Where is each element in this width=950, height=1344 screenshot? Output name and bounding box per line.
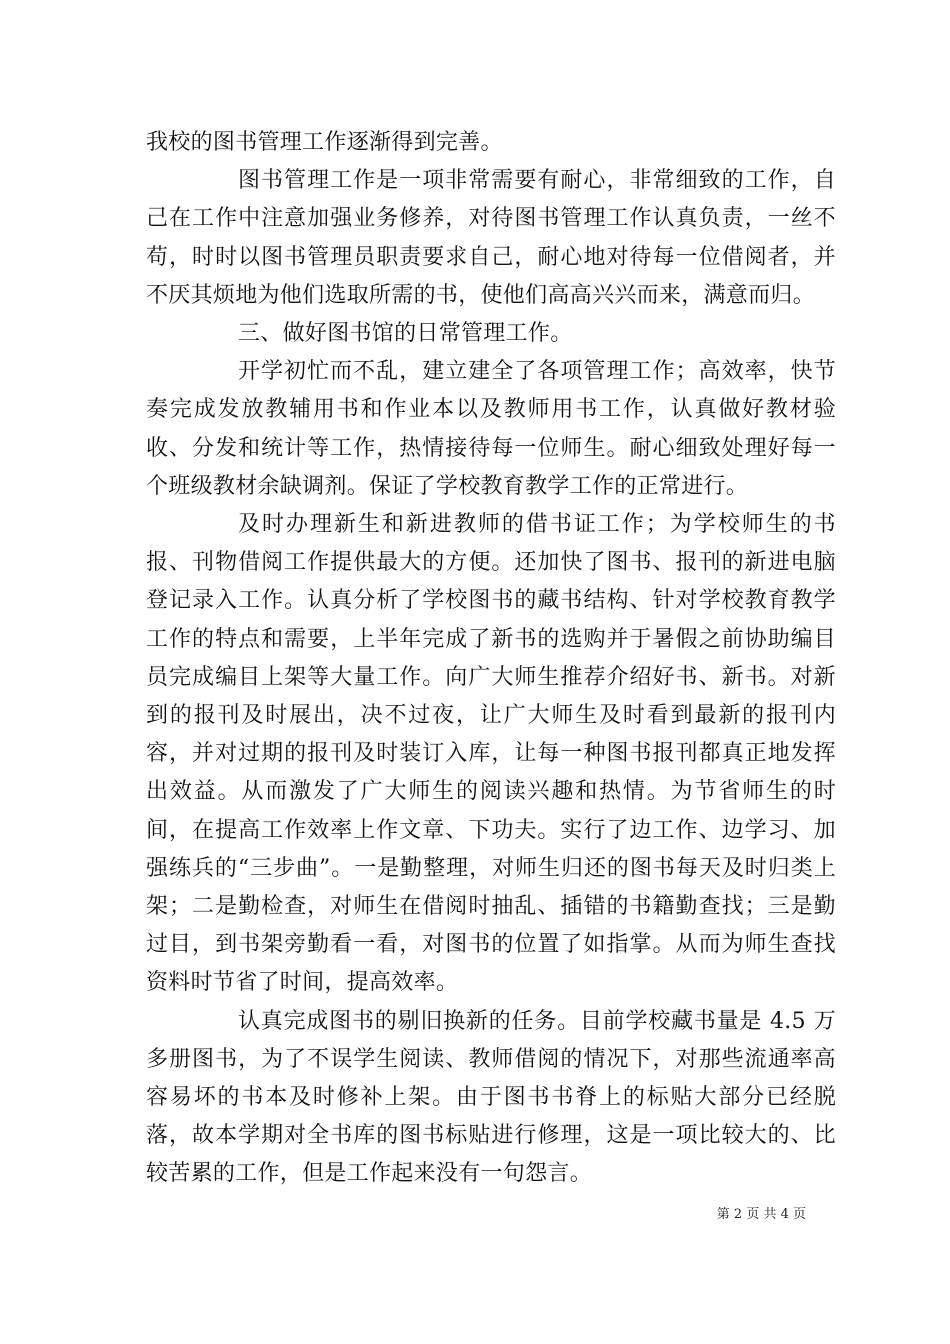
- page-number-footer: 第 2 页 共 4 页: [716, 1207, 806, 1222]
- section-heading: 三、做好图书馆的日常管理工作。: [238, 321, 573, 347]
- paragraph-3: 开学初忙而不乱，建立建全了各项管理工作；高效率，快节奏完成发放教辅用书和作业本以及教师用书工作，认真做好教材验收、分发和统计等工作，热情接待每一位师生。耐心细致处理好每一个班级教材余缺调剂。保证了学校教育教学工作的正常进行。: [146, 359, 836, 499]
- paragraph-4: 及时办理新生和新进教师的借书证工作；为学校师生的书报、刊物借阅工作提供最大的方便。还加快了图书、报刊的新进电脑登记录入工作。认真分析了学校图书的藏书结构、针对学校教育教学工作的特点和需要，上半年完成了新书的选购并于暑假之前协助编目员完成编目上架等大量工作。向广大师生推荐介绍好书、新书。对新到的报刊及时展出，决不过夜，让广大师生及时看到最新的报刊内容，并对过期的报刊及时装订入库，让每一种图书报刊都真正地发挥出效益。从而激发了广大师生的阅读兴趣和热情。为节省师生的时间，在提高工作效率上作文章、下功夫。实行了边工作、边学习、加强练兵的“三步曲”。一是勤整理，对师生归还的图书每天及时归类上架；二是勤检查，对师生在借阅时抽乱、插错的书籍勤查找；三是勤过目，到书架旁勤看一看，对图书的位置了如指掌。从而为师生查找资料时节省了时间，提高效率。: [146, 512, 836, 996]
- paragraph-5: 认真完成图书的剔旧换新的任务。目前学校藏书量是 4.5 万多册图书，为了不误学生阅读、教师借阅的情况下，对那些流通率高容易坏的书本及时修补上架。由于图书书脊上的标贴大部分已经脱落，故本学期对全书库的图书标贴进行修理，这是一项比较大的、比较苦累的工作，但是工作起来没有一句怨言。: [146, 1008, 836, 1187]
- paragraph-1: 我校的图书管理工作逐渐得到完善。: [146, 130, 503, 155]
- document-body: [146, 124, 836, 1194]
- paragraph-2: 图书管理工作是一项非常需要有耐心，非常细致的工作，自己在工作中注意加强业务修养，对待图书管理工作认真负责，一丝不苟，时时以图书管理员职责要求自己，耐心地对待每一位借阅者，并不厌其烦地为他们选取所需的书，使他们高高兴兴而来，满意而归。: [146, 168, 836, 308]
